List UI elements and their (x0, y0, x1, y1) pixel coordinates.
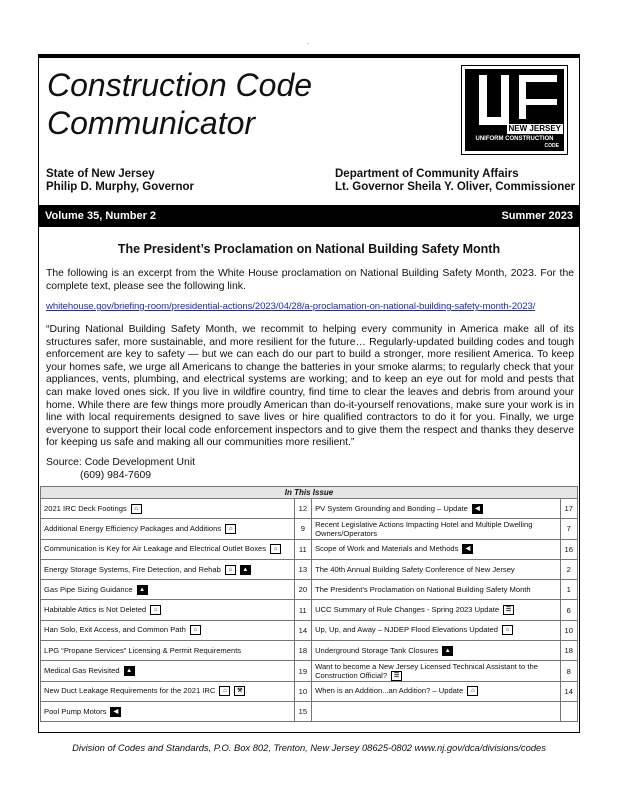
article-headline: The President’s Proclamation on National Building Safety Month (117, 242, 501, 256)
title-line-2: Communicator (47, 105, 256, 141)
table-row (41, 701, 578, 721)
toc-page-right-text: 14 (564, 686, 573, 696)
toc-page-left-text: 20 (298, 585, 308, 595)
fire-icon: ▲ (240, 565, 251, 575)
logo-c-mid (519, 99, 557, 105)
masthead-title (47, 66, 312, 142)
toc-item-right[interactable] (312, 641, 560, 661)
toc-page-right-text: 6 (566, 605, 571, 615)
table-row (41, 641, 578, 661)
toc-page-left (294, 661, 311, 681)
article-intro: The following is an excerpt from the White House proclamation on National Building Safety Month, 2023. For the complete text, please see the following link. (46, 268, 574, 292)
toc-page-left-text: 14 (298, 625, 308, 635)
toc-item-left[interactable] (41, 661, 295, 681)
table-row (41, 600, 578, 620)
logo-c-side (519, 75, 526, 119)
toc-page-right-text: 18 (564, 646, 573, 656)
governor-name: Philip D. Murphy, Governor (46, 181, 195, 193)
toc-item-left-text: New Duct Leakage Requirements for the 2021 IRC (44, 686, 216, 696)
toc-table (40, 486, 578, 722)
table-row (41, 620, 578, 640)
plug-icon: ◀ (462, 544, 473, 554)
newsletter-page (38, 54, 580, 733)
toc-page-left-text: 11 (298, 605, 307, 615)
toc-page-right (560, 620, 577, 640)
toc-item-left[interactable] (41, 641, 295, 661)
tool-icon: ⚒ (234, 686, 245, 696)
toc-page-left (294, 559, 311, 579)
toc-page-right-text: 10 (564, 625, 573, 635)
ucc-logo (461, 65, 568, 155)
toc-page-right (560, 559, 577, 579)
toc-item-right-text: The 40th Annual Building Safety Conference of New Jersey (315, 565, 515, 575)
toc-item-right-text: Want to become a New Jersey Licensed Technical Assistant to the Construction Official? (315, 661, 538, 680)
toc-item-right-text: Underground Storage Tank Closures (315, 645, 439, 655)
toc-page-left (294, 539, 311, 559)
toc-item-left-text: Habitable Attics is Not Deleted (44, 605, 147, 615)
toc-page-right (560, 600, 577, 620)
toc-page-left (294, 701, 311, 721)
toc-page-right-text: 7 (566, 524, 571, 534)
toc-page-left-text: 9 (300, 524, 305, 534)
plug-icon: ◀ (472, 504, 483, 514)
toc-page-left-text: 11 (298, 544, 307, 554)
toc-page-right (560, 499, 577, 519)
toc-page-left-text: 15 (298, 707, 308, 717)
fire-icon: ▲ (137, 585, 148, 595)
house-icon: ⌂ (190, 625, 201, 635)
toc-page-left (294, 681, 311, 701)
toc-item-right[interactable] (312, 681, 560, 701)
toc-item-left-text: Han Solo, Exit Access, and Common Path (44, 625, 186, 635)
toc-item-right-text: When is an Addition...an Addition? – Update (315, 686, 464, 696)
doc-icon: ☰ (391, 671, 402, 681)
house-icon: ⌂ (219, 686, 230, 696)
toc-item-left-text: 2021 IRC Deck Footings (44, 503, 127, 513)
toc-page-right-text: 17 (564, 504, 573, 514)
volume-number: Volume 35, Number 2 (45, 210, 157, 222)
toc-page-left (294, 641, 311, 661)
table-row (41, 681, 578, 701)
table-row (41, 661, 578, 681)
table-row (41, 519, 578, 539)
toc-item-right-text: The President’s Proclamation on National Building Safety Month (315, 585, 531, 595)
toc-item-left-text: Medical Gas Revisited (44, 666, 120, 676)
toc-page-left (294, 499, 311, 519)
toc-item-right[interactable] (312, 620, 560, 640)
house-icon: ⌂ (467, 686, 478, 696)
house-icon: ⌂ (502, 625, 513, 635)
toc-item-left[interactable] (41, 701, 295, 721)
toc-page-right (560, 701, 577, 721)
toc-item-left-text: Additional Energy Efficiency Packages and Additions (44, 523, 222, 533)
toc-page-left-text: 19 (298, 666, 308, 676)
toc-item-right[interactable] (312, 539, 560, 559)
toc-page-left (294, 580, 311, 600)
toc-item-right-text: UCC Summary of Rule Changes - Spring 2023 Update (315, 605, 500, 615)
fire-icon: ▲ (124, 666, 135, 676)
toc-body (41, 499, 578, 722)
toc-item-left[interactable] (41, 580, 295, 600)
article-quote: “During National Building Safety Month, we recommit to helping every community in America make all of its structures safer, more sustainable, and more resilient for the future… Regularly-updated building codes and tough enforcement are key to safety — but we can each do our part to build a stronger, more resilient America. To keep your homes safe, we urge all Americans to change the batteries in your smoke alarms; to regularly check that your appliances, vents, plumbing, and electrical systems are working; and to keep an eye out for mold and pests that can make loved ones sick. If you live in wildfire country, find time to clear the leaves and debris from around your home. While there are few things more proudly American than do-it-yourself renovations, make sure your work is in line with local requirements designed to save lives or hire qualified contractors to do it for you. Finally, we urge everyone to support their local code enforcement inspectors and to give them the respect and thanks they deserve for keeping us safe and making all our communities more resilient.” (46, 324, 574, 449)
toc-item-left-text: LPG “Propane Services” Licensing & Permit Requirements (44, 646, 242, 656)
table-row (41, 539, 578, 559)
logo-code-text: CODE (544, 143, 559, 149)
footer-address: Division of Codes and Standards, P.O. Box 802, Trenton, New Jersey 08625-0802 www.nj.gov/dca/divisions/codes (72, 742, 546, 753)
toc-page-left (294, 600, 311, 620)
toc-item-right-text: PV System Grounding and Bonding – Update (315, 503, 468, 513)
article-source (46, 456, 195, 482)
toc-page-right-text: 1 (566, 585, 571, 595)
toc-item-right-text: Recent Legislative Actions Impacting Hotel and Multiple Dwelling Owners/Operators (315, 519, 533, 538)
house-icon: ⌂ (270, 544, 281, 554)
table-row (41, 580, 578, 600)
toc-item-left[interactable] (41, 559, 295, 579)
doc-icon: ☰ (503, 605, 514, 615)
toc-item-left-text: Gas Pipe Sizing Guidance (44, 584, 133, 594)
toc-item-right (312, 701, 560, 721)
toc-item-left-text: Communication is Key for Air Leakage and Electrical Outlet Boxes (44, 544, 267, 554)
toc-item-left[interactable] (41, 499, 295, 519)
toc-item-left[interactable] (41, 681, 295, 701)
table-row (41, 499, 578, 519)
toc-item-right[interactable] (312, 600, 560, 620)
toc-item-right[interactable] (312, 499, 560, 519)
toc-page-left-text: 10 (298, 686, 308, 696)
toc-page-right-text: 16 (564, 544, 573, 554)
toc-page-right (560, 681, 577, 701)
title-line-1: Construction Code (47, 67, 313, 103)
table-row (41, 559, 578, 579)
source-label: Source: Code Development Unit (46, 457, 196, 468)
toc-page-right-text: 2 (566, 565, 571, 575)
toc-heading: In This Issue (41, 487, 578, 499)
page-dot: . (307, 40, 309, 46)
department-name: Department of Community Affairs (335, 168, 519, 180)
toc-item-right-text: Up, Up, and Away – NJDEP Flood Elevations Updated (315, 625, 498, 635)
house-icon: ⌂ (150, 605, 161, 615)
toc-page-right-text: 8 (566, 666, 571, 676)
toc-item-right[interactable] (312, 661, 560, 681)
toc-item-right[interactable] (312, 559, 560, 579)
toc-item-right[interactable] (312, 519, 560, 539)
toc-page-left (294, 620, 311, 640)
house-icon: ⌂ (225, 565, 236, 575)
state-block (46, 168, 194, 194)
logo-u-right (501, 75, 509, 125)
commissioner-name: Lt. Governor Sheila Y. Oliver, Commissioner (335, 181, 576, 193)
toc-page-right (560, 661, 577, 681)
toc-item-left[interactable] (41, 539, 295, 559)
toc-item-left[interactable] (41, 519, 295, 539)
toc-page-right (560, 519, 577, 539)
house-icon: ⌂ (131, 504, 142, 514)
toc-page-left-text: 18 (298, 646, 308, 656)
toc-item-right[interactable] (312, 580, 560, 600)
logo-state: NEW JERSEY (508, 124, 561, 133)
toc-page-left-text: 12 (298, 504, 308, 514)
toc-page-left-text: 13 (298, 565, 308, 575)
toc-page-right (560, 580, 577, 600)
toc-page-left (294, 519, 311, 539)
toc-item-left[interactable] (41, 620, 295, 640)
department-block (335, 168, 575, 194)
state-name: State of New Jersey (46, 168, 155, 180)
proclamation-link[interactable]: whitehouse.gov/briefing-room/presidential-actions/2023/04/28/a-proclamation-on-national-building-safety-month-2023/ (46, 301, 536, 312)
volume-band (39, 205, 579, 227)
toc-item-right-text: Scope of Work and Materials and Methods (315, 544, 459, 554)
issue-season: Summer 2023 (501, 210, 573, 222)
toc-page-right (560, 641, 577, 661)
fire-icon: ▲ (442, 646, 453, 656)
toc-item-left-text: Pool Pump Motors (44, 706, 107, 716)
source-phone: (609) 984-7609 (80, 470, 152, 481)
toc-item-left-text: Energy Storage Systems, Fire Detection, and Rehab (44, 564, 221, 574)
plug-icon: ◀ (110, 707, 121, 717)
toc-item-left[interactable] (41, 600, 295, 620)
toc-page-right (560, 539, 577, 559)
logo-ucc-text: UNIFORM CONSTRUCTION (475, 136, 554, 142)
house-icon: ⌂ (225, 524, 236, 534)
